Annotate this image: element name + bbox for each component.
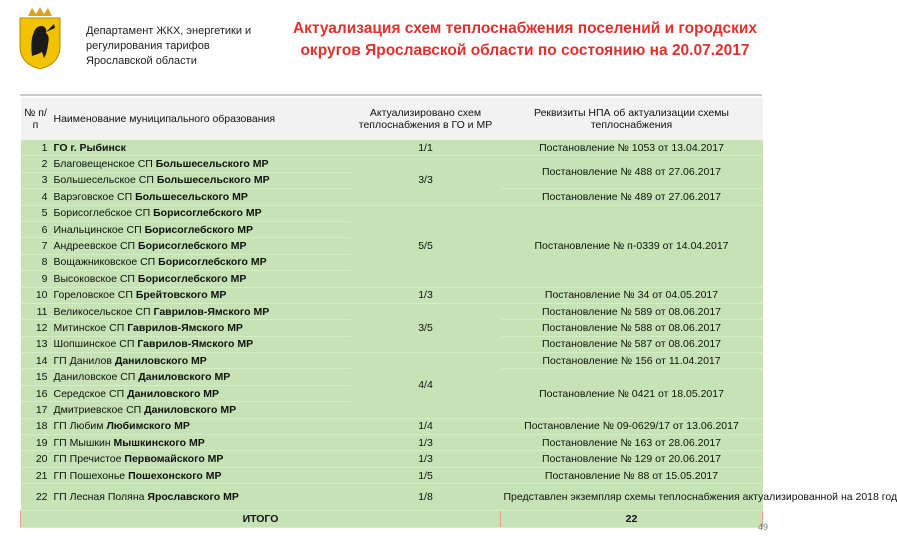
district-name: Борисоглебского МР bbox=[138, 240, 247, 253]
actualized-count: 3/3 bbox=[351, 156, 501, 205]
district-name: Даниловского МР bbox=[114, 354, 207, 367]
table-row bbox=[21, 353, 763, 369]
row-number: 2 bbox=[21, 156, 51, 172]
district-name: Брейтовского МР bbox=[135, 289, 227, 302]
settlement-name: Инальцинское СП bbox=[53, 223, 142, 236]
actualized-count: 5/5 bbox=[351, 205, 501, 287]
table-row bbox=[21, 467, 763, 483]
npa-reference: Постановление № 09-0629/17 от 13.06.2017 bbox=[501, 418, 763, 434]
npa-reference: Постановление № 589 от 08.06.2017 bbox=[501, 303, 763, 319]
npa-reference: Постановление № 488 от 27.06.2017 bbox=[501, 156, 763, 189]
total-value: 22 bbox=[501, 511, 763, 528]
npa-reference: Постановление № 88 от 15.05.2017 bbox=[501, 467, 763, 483]
npa-reference: Постановление № 34 от 04.05.2017 bbox=[501, 287, 763, 303]
municipality-name bbox=[51, 484, 351, 511]
municipality-name bbox=[51, 451, 351, 467]
row-number: 6 bbox=[21, 221, 51, 237]
row-number: 15 bbox=[21, 369, 51, 385]
settlement-name: ГП Пошехонье bbox=[53, 469, 126, 482]
district-name: Борисоглебского МР bbox=[153, 207, 262, 220]
row-number: 16 bbox=[21, 385, 51, 401]
settlement-name: Даниловское СП bbox=[53, 371, 136, 384]
col-num: № п/п bbox=[21, 98, 51, 140]
settlement-name: Шопшинское СП bbox=[53, 338, 135, 351]
table-row bbox=[21, 451, 763, 467]
municipality-name bbox=[51, 418, 351, 434]
npa-reference: Представлен экземпляр схемы теплоснабжения актуализированной на 2018 год bbox=[501, 484, 763, 511]
actualized-count: 3/5 bbox=[351, 303, 501, 352]
row-number: 22 bbox=[21, 484, 51, 511]
district-name: Первомайского МР bbox=[124, 453, 224, 466]
npa-reference: Постановление № 489 от 27.06.2017 bbox=[501, 189, 763, 205]
municipality-name bbox=[51, 189, 351, 205]
col-actualized: Актуализировано схем теплоснабжения в ГО и МР bbox=[351, 98, 501, 140]
settlement-name: Великосельское СП bbox=[53, 305, 151, 318]
settlement-name: Дмитриевское СП bbox=[53, 403, 142, 416]
district-name: Большесельского МР bbox=[155, 158, 269, 171]
department-name: Департамент ЖКХ, энергетики и регулирования тарифов Ярославской области bbox=[86, 25, 252, 67]
district-name: Даниловского МР bbox=[138, 371, 231, 384]
row-number: 17 bbox=[21, 402, 51, 418]
settlement-name: ГО г. Рыбинск bbox=[53, 141, 126, 154]
row-number: 10 bbox=[21, 287, 51, 303]
district-name: Любимского МР bbox=[106, 420, 190, 433]
municipality-name bbox=[51, 254, 351, 270]
district-name: Борисоглебского МР bbox=[137, 272, 247, 285]
npa-reference: Постановление № 156 от 11.04.2017 bbox=[501, 353, 763, 369]
municipality-name bbox=[51, 402, 351, 418]
table-row bbox=[21, 435, 763, 451]
table-row bbox=[21, 484, 763, 511]
row-number: 20 bbox=[21, 451, 51, 467]
row-number: 3 bbox=[21, 172, 51, 188]
yaroslavl-coat-of-arms bbox=[14, 6, 66, 70]
municipality-name bbox=[51, 221, 351, 237]
settlement-name: Борисоглебское СП bbox=[53, 207, 151, 220]
row-number: 19 bbox=[21, 435, 51, 451]
settlement-name: Варэговское СП bbox=[53, 190, 133, 203]
settlement-name: Митинское СП bbox=[53, 321, 125, 334]
npa-reference: Постановление № 163 от 28.06.2017 bbox=[501, 435, 763, 451]
total-label: ИТОГО bbox=[21, 511, 501, 528]
row-number: 11 bbox=[21, 303, 51, 319]
row-number: 8 bbox=[21, 254, 51, 270]
row-number: 13 bbox=[21, 336, 51, 352]
actualized-count: 1/8 bbox=[351, 484, 501, 511]
table-row bbox=[21, 303, 763, 319]
municipality-name bbox=[51, 156, 351, 172]
row-number: 9 bbox=[21, 271, 51, 287]
table-row bbox=[21, 156, 763, 172]
actualized-count: 4/4 bbox=[351, 353, 501, 419]
table-row bbox=[21, 140, 763, 156]
municipality-name bbox=[51, 435, 351, 451]
settlement-name: ГП Мышкин bbox=[53, 436, 111, 449]
settlement-name: Середское СП bbox=[53, 387, 125, 400]
npa-reference: Постановление № 1053 от 13.04.2017 bbox=[501, 140, 763, 156]
district-name: Гаврилов-Ямского МР bbox=[127, 321, 243, 334]
actualized-count: 1/3 bbox=[351, 435, 501, 451]
col-name: Наименование муниципального образования bbox=[51, 98, 351, 140]
row-number: 1 bbox=[21, 140, 51, 156]
page-number: 49 bbox=[757, 522, 768, 532]
municipality-name bbox=[51, 353, 351, 369]
municipality-name bbox=[51, 140, 351, 156]
municipality-name bbox=[51, 238, 351, 254]
settlement-name: ГП Данилов bbox=[53, 354, 112, 367]
municipality-name bbox=[51, 303, 351, 319]
district-name: Мышкинского МР bbox=[113, 436, 205, 449]
npa-reference: Постановление № п-0339 от 14.04.2017 bbox=[501, 205, 763, 287]
row-number: 18 bbox=[21, 418, 51, 434]
settlement-name: Андреевское СП bbox=[53, 240, 136, 253]
district-name: Ярославского МР bbox=[147, 491, 239, 504]
municipality-name bbox=[51, 205, 351, 221]
municipality-name bbox=[51, 271, 351, 287]
settlement-name: Высоковское СП bbox=[53, 272, 135, 285]
row-number: 12 bbox=[21, 320, 51, 336]
settlement-name: ГП Пречистое bbox=[53, 453, 122, 466]
municipality-name bbox=[51, 172, 351, 188]
district-name: Гаврилов-Ямского МР bbox=[137, 338, 254, 351]
settlement-name: Гореловское СП bbox=[53, 289, 133, 302]
page-title: Актуализация схем теплоснабжения поселений и городских округов Ярославской области по состоянию на 20.07.2017 bbox=[292, 20, 758, 59]
district-name: Борисоглебского МР bbox=[158, 256, 267, 269]
settlement-name: Благовещенское СП bbox=[53, 158, 153, 171]
actualized-count: 1/4 bbox=[351, 418, 501, 434]
district-name: Большесельского МР bbox=[156, 174, 270, 187]
district-name: Даниловского МР bbox=[127, 387, 220, 400]
actualized-count: 1/3 bbox=[351, 451, 501, 467]
municipality-name bbox=[51, 287, 351, 303]
npa-reference: Постановление № 0421 от 18.05.2017 bbox=[501, 369, 763, 418]
col-npa: Реквизиты НПА об актуализации схемы теплоснабжения bbox=[501, 98, 763, 140]
table-row bbox=[21, 287, 763, 303]
municipality-name bbox=[51, 336, 351, 352]
actualized-count: 1/1 bbox=[351, 140, 501, 156]
row-number: 14 bbox=[21, 353, 51, 369]
total-row bbox=[21, 511, 763, 528]
settlement-name: Вощажниковское СП bbox=[53, 256, 156, 269]
npa-reference: Постановление № 129 от 20.06.2017 bbox=[501, 451, 763, 467]
district-name: Борисоглебского МР bbox=[144, 223, 254, 236]
table-row bbox=[21, 205, 763, 221]
npa-reference: Постановление № 588 от 08.06.2017 bbox=[501, 320, 763, 336]
actualized-count: 1/3 bbox=[351, 287, 501, 303]
municipality-name bbox=[51, 369, 351, 385]
row-number: 4 bbox=[21, 189, 51, 205]
row-number: 5 bbox=[21, 205, 51, 221]
npa-reference: Постановление № 587 от 08.06.2017 bbox=[501, 336, 763, 352]
municipality-name bbox=[51, 320, 351, 336]
actualized-count: 1/5 bbox=[351, 467, 501, 483]
district-name: Гаврилов-Ямского МР bbox=[153, 305, 270, 318]
settlement-name: ГП Лесная Поляна bbox=[53, 491, 145, 504]
row-number: 7 bbox=[21, 238, 51, 254]
header-divider bbox=[20, 94, 762, 96]
municipality-name bbox=[51, 467, 351, 483]
settlement-name: Большесельское СП bbox=[53, 174, 154, 187]
district-name: Пошехонского МР bbox=[128, 469, 222, 482]
district-name: Большесельского МР bbox=[135, 190, 248, 203]
municipality-name bbox=[51, 385, 351, 401]
district-name: Даниловского МР bbox=[144, 403, 237, 416]
table-row bbox=[21, 418, 763, 434]
row-number: 21 bbox=[21, 467, 51, 483]
settlement-name: ГП Любим bbox=[53, 420, 104, 433]
